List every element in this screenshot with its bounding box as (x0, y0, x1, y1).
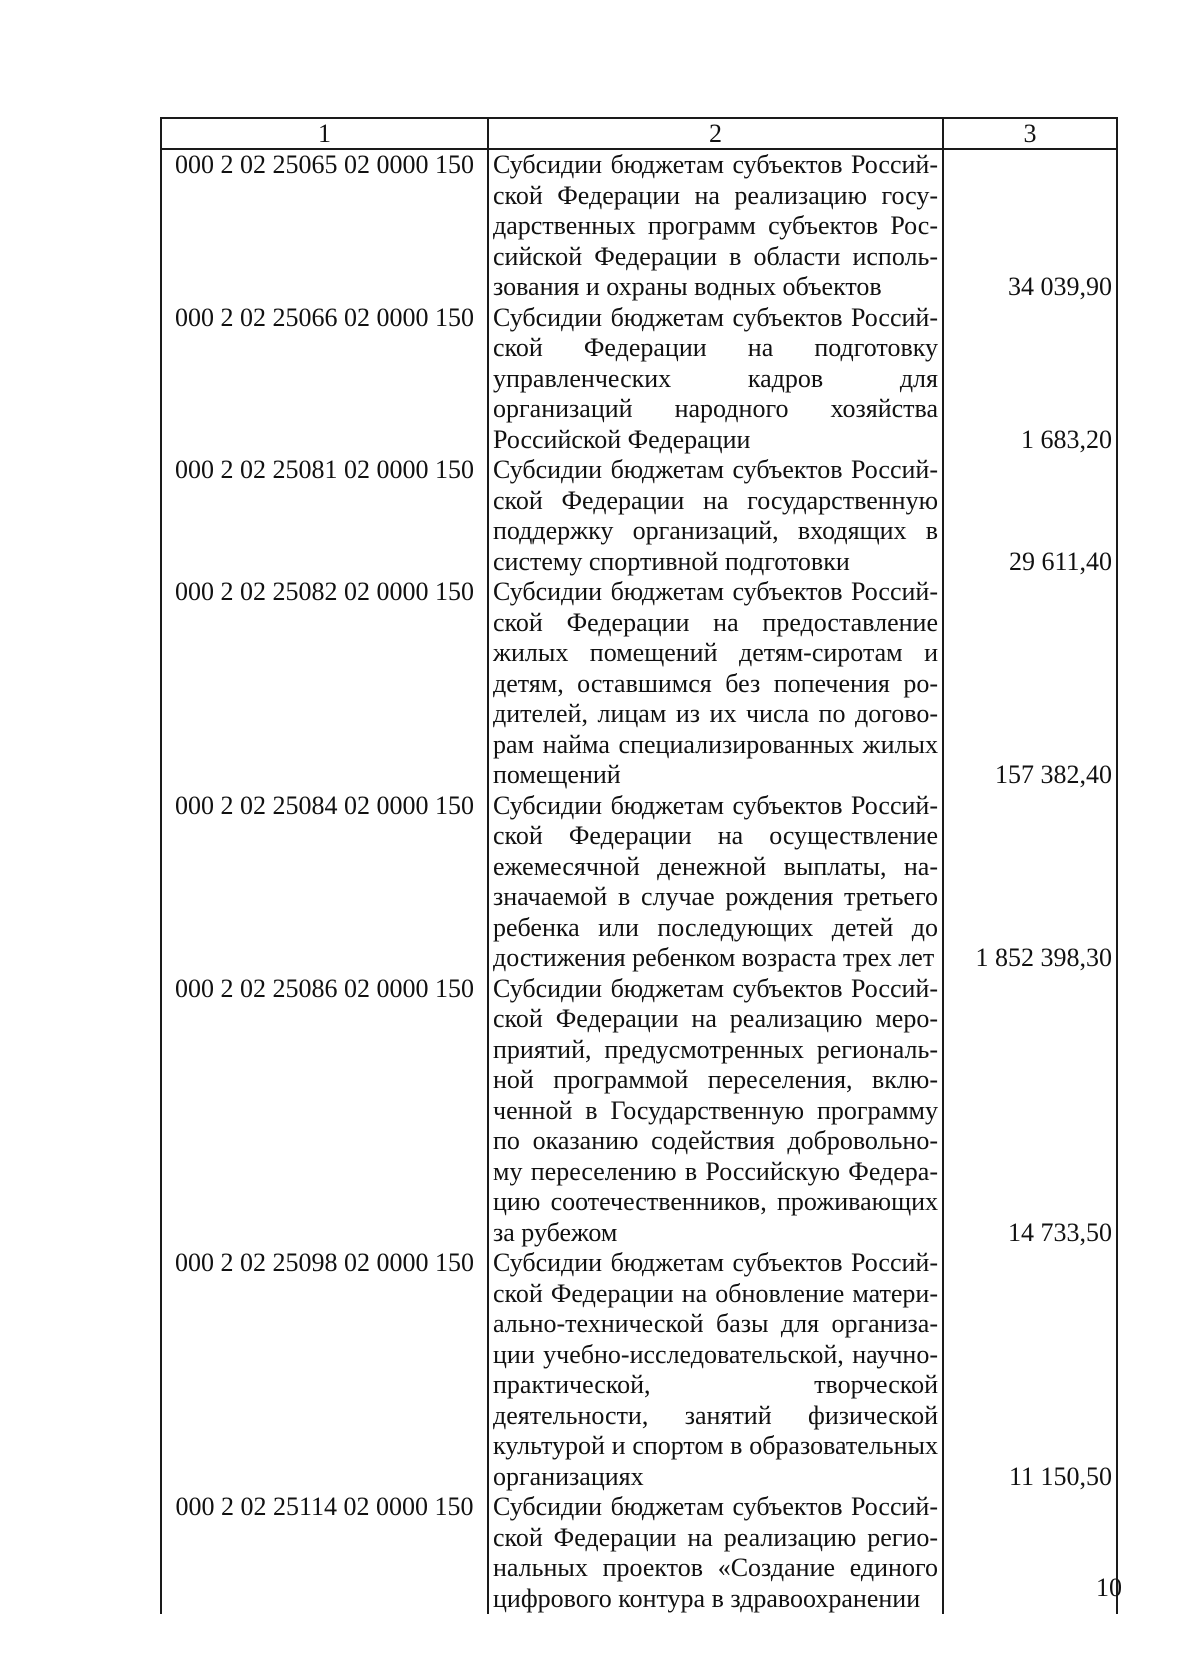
column-header-3: 3 (943, 118, 1117, 149)
table-row (161, 149, 1117, 303)
row-amount: 1 683,20 (943, 303, 1117, 456)
budget-code: 000 2 02 25065 02 0000 150 (161, 149, 488, 303)
row-description: Субсидии бюджетам субъектов Российской Федерации на подготовку управленческих кадров для организаций народного хозяйства Российской Федерации (488, 303, 943, 456)
column-header-2: 2 (488, 118, 943, 149)
row-description: Субсидии бюджетам субъектов Российской Федерации на осуществление ежемесячной денежной выплаты, назначаемой в случае рождения третьего ребенка или последующих детей до достижения ребенком возраста трех лет (488, 791, 943, 974)
budget-code: 000 2 02 25098 02 0000 150 (161, 1248, 488, 1492)
budget-code: 000 2 02 25114 02 0000 150 (161, 1492, 488, 1614)
budget-code: 000 2 02 25084 02 0000 150 (161, 791, 488, 974)
row-amount: 14 733,50 (943, 974, 1117, 1249)
budget-code: 000 2 02 25066 02 0000 150 (161, 303, 488, 456)
table-row (161, 1492, 1117, 1614)
header-row (161, 118, 1117, 149)
row-description: Субсидии бюджетам субъектов Российской Федерации на реализацию государственных программ субъектов Российской Федерации в области использования и охраны водных объектов (488, 149, 943, 303)
page-number: 10 (1096, 1573, 1122, 1602)
row-description: Субсидии бюджетам субъектов Российской Федерации на обновление материально-технической базы для организации учебно-исследовательской, научно-практической, творческой деятельности, занятий физической культурой и спортом в образовательных организациях (488, 1248, 943, 1492)
budget-code: 000 2 02 25081 02 0000 150 (161, 455, 488, 577)
table-body (161, 149, 1117, 1614)
column-header-1: 1 (161, 118, 488, 149)
table-row (161, 455, 1117, 577)
budget-code: 000 2 02 25082 02 0000 150 (161, 577, 488, 791)
table-row (161, 791, 1117, 974)
table-row (161, 974, 1117, 1249)
row-amount (943, 1492, 1117, 1614)
row-amount: 1 852 398,30 (943, 791, 1117, 974)
row-amount: 157 382,40 (943, 577, 1117, 791)
budget-code: 000 2 02 25086 02 0000 150 (161, 974, 488, 1249)
budget-table (160, 117, 1118, 1614)
table-row (161, 1248, 1117, 1492)
row-description: Субсидии бюджетам субъектов Российской Федерации на реализацию региональных проектов «Создание единого цифрового контура в здравоохранении (488, 1492, 943, 1614)
row-description: Субсидии бюджетам субъектов Российской Федерации на государственную поддержку организаций, входящих в систему спортивной подготовки (488, 455, 943, 577)
table-row (161, 303, 1117, 456)
row-amount: 11 150,50 (943, 1248, 1117, 1492)
row-amount: 34 039,90 (943, 149, 1117, 303)
row-amount: 29 611,40 (943, 455, 1117, 577)
table-row (161, 577, 1117, 791)
table-header (161, 118, 1117, 149)
row-description: Субсидии бюджетам субъектов Российской Федерации на предоставление жилых помещений детям-сиротам и детям, оставшимся без попечения родителей, лицам из их числа по договорам найма специализированных жилых помещений (488, 577, 943, 791)
row-description: Субсидии бюджетам субъектов Российской Федерации на реализацию мероприятий, предусмотренных региональной программой переселения, включенной в Государственную программу по оказанию содействия добровольному переселению в Российскую Федерацию соотечественников, проживающих за рубежом (488, 974, 943, 1249)
